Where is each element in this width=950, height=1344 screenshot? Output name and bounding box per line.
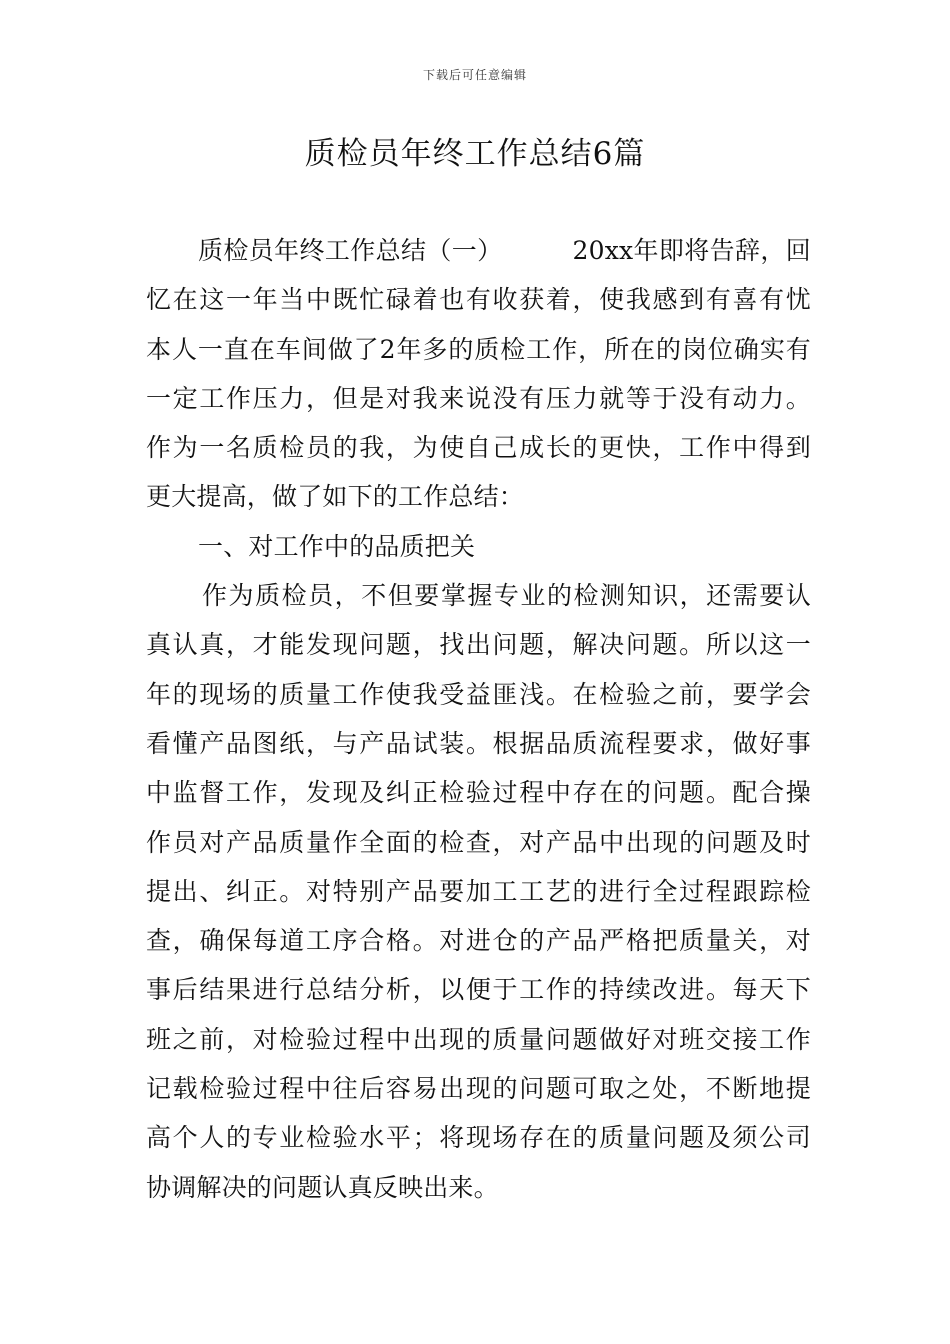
paragraph-line: 一定工作压力，但是对我来说没有压力就等于没有动力。 — [146, 383, 811, 413]
document-body — [146, 226, 811, 1212]
section-heading-inline: 质检员年终工作总结（一） — [198, 236, 503, 265]
paragraph-line: 年的现场的质量工作使我受益匪浅。在检验之前，要学会 — [146, 679, 811, 709]
paragraph-line: 查，确保每道工序合格。对进仓的产品严格把质量关，对 — [146, 926, 811, 956]
paragraph-line-intro — [146, 226, 811, 275]
header-note: 下载后可任意编辑 — [422, 68, 527, 82]
paragraph-line: 本人一直在车间做了2年多的质检工作，所在的岗位确实有 — [146, 334, 811, 364]
paragraph-line: 更大提高，做了如下的工作总结： — [146, 482, 525, 512]
paragraph-line: 中监督工作，发现及纠正检验过程中存在的问题。配合操 — [146, 778, 811, 808]
paragraph-line: 记载检验过程中往后容易出现的问题可取之处，不断地提 — [146, 1074, 811, 1104]
paragraph-line: 高个人的专业检验水平；将现场存在的质量问题及须公司 — [146, 1123, 811, 1153]
section-heading: 一、对工作中的品质把关 — [198, 531, 476, 561]
paragraph-line: 作为质检员，不但要掌握专业的检测知识，还需要认 — [202, 581, 811, 611]
paragraph-line: 提出、纠正。对特别产品要加工工艺的进行全过程跟踪检 — [146, 876, 811, 906]
paragraph-line: 作为一名质检员的我，为使自己成长的更快，工作中得到 — [146, 433, 811, 463]
paragraph-line: 作员对产品质量作全面的检查，对产品中出现的问题及时 — [146, 827, 811, 857]
paragraph-line: 班之前，对检验过程中出现的质量问题做好对班交接工作 — [146, 1024, 811, 1054]
paragraph-line: 事后结果进行总结分析，以便于工作的持续改进。每天下 — [146, 975, 811, 1005]
intro-text: 20xx年即将告辞，回 — [572, 236, 812, 265]
paragraph-line: 真认真，才能发现问题，找出问题，解决问题。所以这一 — [146, 630, 811, 660]
paragraph-line: 忆在这一年当中既忙碌着也有收获着，使我感到有喜有忧 — [146, 285, 811, 315]
document-title: 质检员年终工作总结6篇 — [304, 136, 646, 172]
paragraph-line: 看懂产品图纸，与产品试装。根据品质流程要求，做好事 — [146, 728, 811, 758]
paragraph-line: 协调解决的问题认真反映出来。 — [146, 1172, 499, 1202]
